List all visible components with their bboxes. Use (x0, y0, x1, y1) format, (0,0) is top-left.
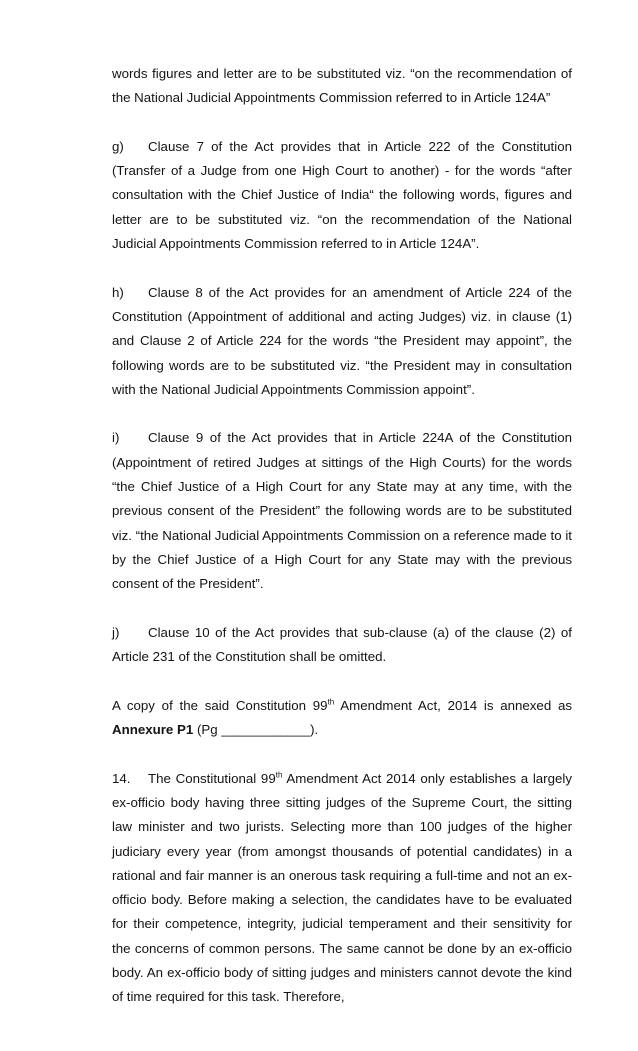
paragraph-clause-i (112, 426, 572, 596)
paragraph-text: words figures and letter are to be substituted viz. “on the recommendation of the National Judicial Appointments Commission referred to in Article 124A” (112, 66, 572, 106)
paragraph-14 (112, 767, 572, 1010)
page-reference: (Pg ____________). (193, 722, 319, 738)
superscript-th: th (327, 697, 335, 707)
paragraph-clause-h (112, 281, 572, 402)
paragraph-text-after: Amendment Act, 2014 is annexed as (334, 697, 572, 713)
paragraph-text-after: Amendment Act 2014 only establishes a largely ex-officio body having three sitting judges of the Supreme Court, the sitting law minister and two jurists. Selecting more than 100 judges of the higher judiciary every year (from amongst thousands of potential candidates) in a rational and fair manner is an onerous task requiring a full-time and not an ex-officio body. Before making a selection, the candidates have to be evaluated for their competence, integrity, judicial temperament and their sensitivity for the concerns of common persons. The same cannot be done by an ex-officio body. An ex-officio body of sitting judges and ministers cannot devote the kind of time required for this task. Therefore, (112, 770, 572, 1005)
paragraph-text: Clause 8 of the Act provides for an amendment of Article 224 of the Constitution (Appointment of additional and acting Judges) viz. in clause (1) and Clause 2 of Article 224 for the words “the President may appoint”, the following words are to be substituted viz. “the President may in consultation with the National Judicial Appointments Commission appoint”. (112, 284, 572, 397)
paragraph-annexure-copy (112, 694, 572, 743)
annexure-reference: Annexure P1 (112, 722, 194, 738)
paragraph-clause-j (112, 621, 572, 670)
clause-label: h) (112, 284, 124, 300)
paragraph-text-before: The Constitutional 99 (148, 770, 276, 786)
clause-label: j) (112, 624, 120, 640)
clause-label: g) (112, 138, 124, 154)
clause-label: i) (112, 430, 120, 446)
paragraph-text: Clause 10 of the Act provides that sub-clause (a) of the clause (2) of Article 231 of the Constitution shall be omitted. (112, 624, 572, 665)
paragraph-clause-g (112, 135, 572, 256)
document-page (112, 62, 572, 1034)
superscript-th: th (275, 770, 283, 780)
paragraph-text: Clause 7 of the Act provides that in Article 222 of the Constitution (Transfer of a Judge from one High Court to another) - for the words “after consultation with the Chief Justice of India“ the following words, figures and letter are to be substituted viz. “on the recommendation of the National Judicial Appointments Commission referred to in Article 124A”. (112, 138, 572, 252)
paragraph-text: Clause 9 of the Act provides that in Article 224A of the Constitution (Appointment of retired Judges at sittings of the High Courts) for the words “the Chief Justice of a High Court for any State may at any time, with the previous consent of the President” the following words are to be substituted viz. “the National Judicial Appointments Commission on a reference made to it by the Chief Justice of a High Court for any State may with the previous consent of the President”. (112, 430, 572, 592)
paragraph-continued (112, 62, 572, 111)
paragraph-text-before: A copy of the said Constitution 99 (112, 697, 328, 713)
paragraph-number: 14. (112, 770, 131, 786)
